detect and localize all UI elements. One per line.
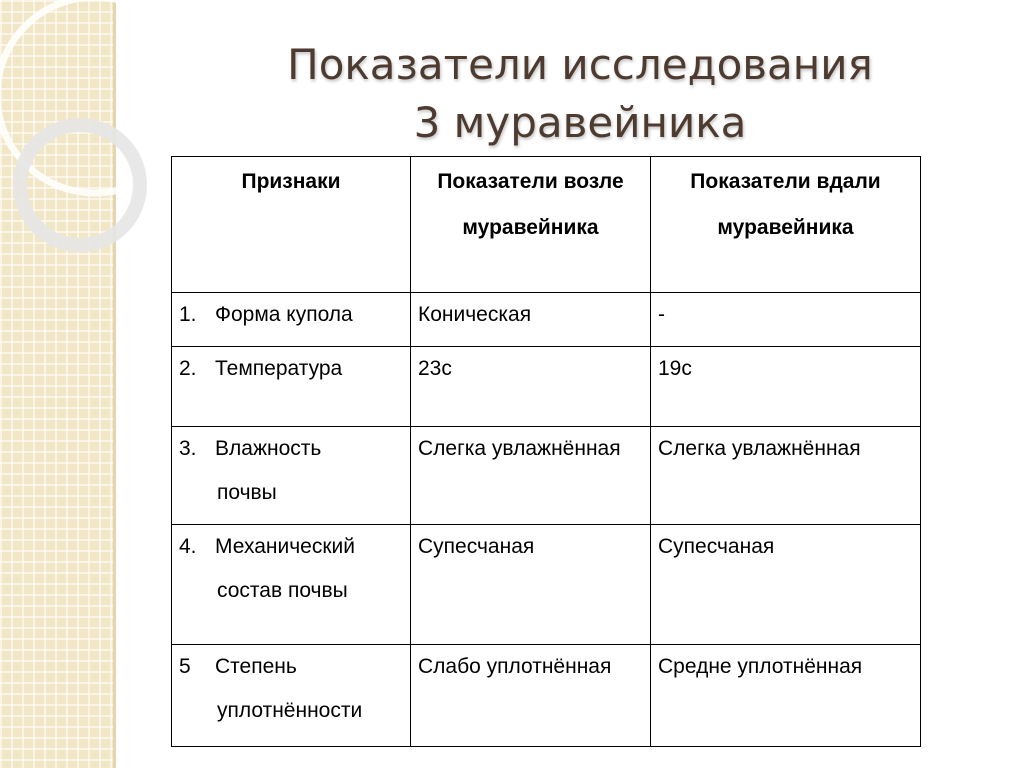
row-label-cell [172, 427, 411, 525]
far-value-cell: Слегка увлажнённая [651, 427, 921, 525]
table-row [172, 645, 921, 747]
row-label-cell [172, 347, 411, 427]
table-row [172, 293, 921, 347]
near-value-cell: Слабо уплотнённая [411, 645, 651, 747]
near-value-cell: 23с [411, 347, 651, 427]
row-number: 1. [179, 303, 197, 326]
row-number: 2. [179, 357, 197, 380]
far-value-cell: - [651, 293, 921, 347]
far-value-cell: Супесчаная [651, 525, 921, 645]
header-cell: Показатели возле муравейника [411, 157, 651, 293]
row-label-cell [172, 293, 411, 347]
near-value-cell: Супесчаная [411, 525, 651, 645]
data-table [171, 156, 921, 747]
far-value-cell: Средне уплотнённая [651, 645, 921, 747]
near-value-cell: Коническая [411, 293, 651, 347]
table-header-row [172, 157, 921, 293]
near-value-cell: Слегка увлажнённая [411, 427, 651, 525]
slide-title [180, 36, 980, 152]
row-label: Механический [215, 535, 355, 558]
row-label-cell [172, 645, 411, 747]
small-ring [20, 125, 140, 245]
title-line-2: 3 муравейника [413, 98, 747, 147]
row-label: Влажность [215, 437, 322, 460]
row-label-continued: почвы [217, 481, 277, 504]
far-value-cell: 19с [651, 347, 921, 427]
header-cell: Признаки [172, 157, 411, 293]
table-row [172, 347, 921, 427]
table-row [172, 427, 921, 525]
row-label-cell [172, 525, 411, 645]
row-label: Форма купола [215, 303, 353, 326]
row-label: Степень [215, 655, 297, 678]
row-number: 4. [179, 535, 197, 558]
header-cell: Показатели вдали муравейника [651, 157, 921, 293]
row-label-continued: состав почвы [217, 579, 348, 602]
table-row [172, 525, 921, 645]
row-number: 3. [179, 437, 197, 460]
row-number: 5 [179, 655, 191, 678]
row-label-continued: уплотнённости [217, 699, 363, 722]
title-line-1: Показатели исследования [287, 40, 873, 89]
row-label: Температура [215, 357, 343, 380]
